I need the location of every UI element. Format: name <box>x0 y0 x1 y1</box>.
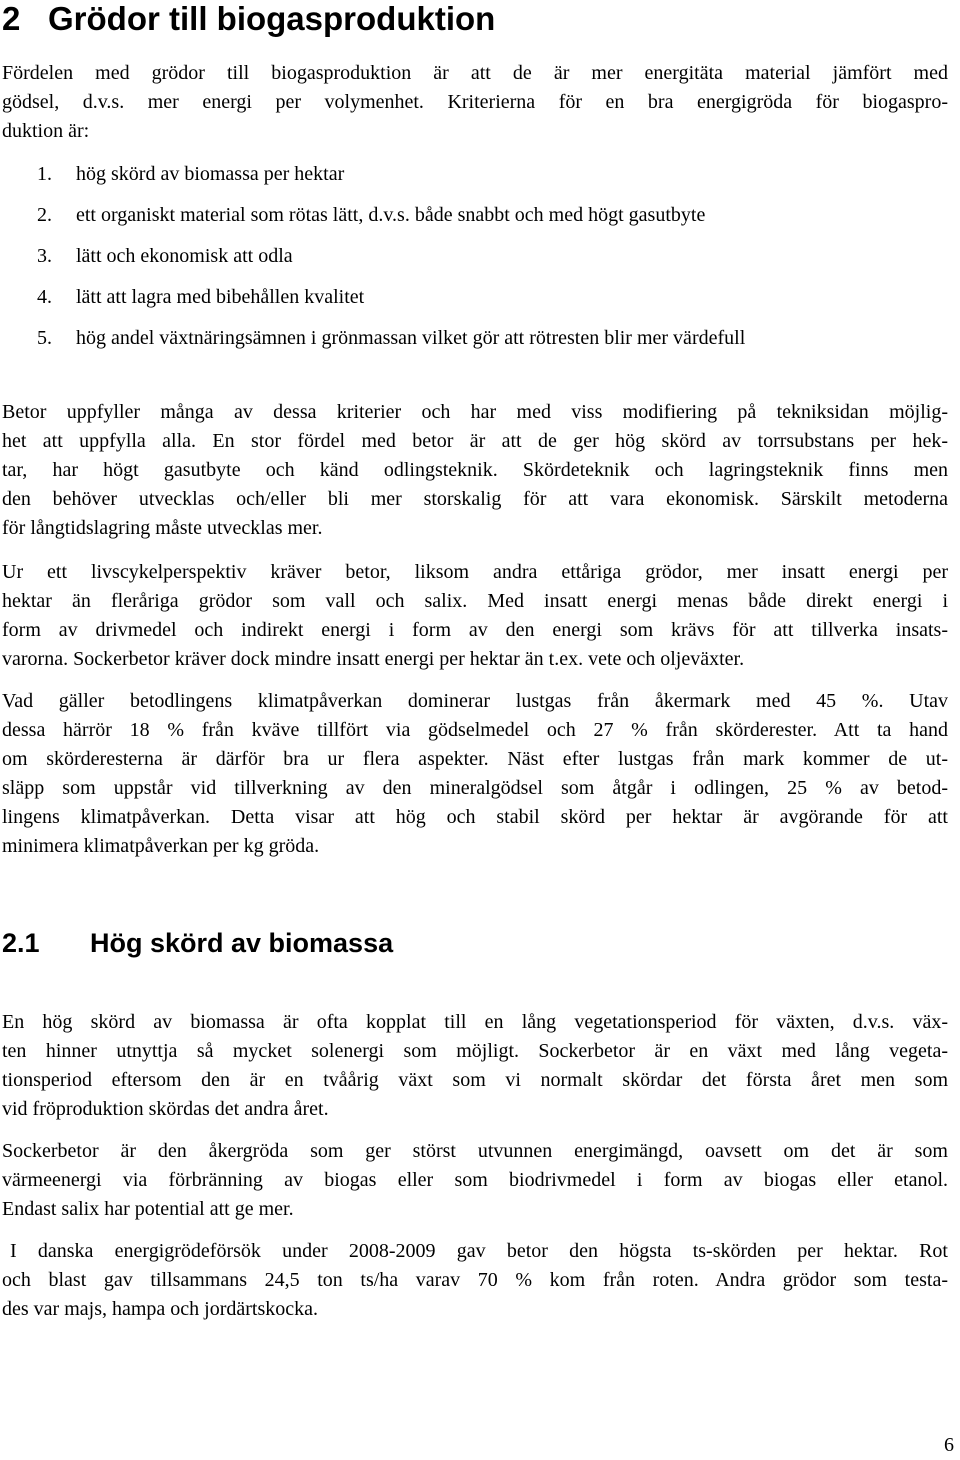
hog-skord-paragraph <box>2 1008 948 1124</box>
section-number: 2.1 <box>2 928 40 958</box>
text-line: lingens klimatpåverkan. Detta visar att hög och stabil skörd per hektar är avgörande för att <box>2 806 948 828</box>
livscykel-paragraph <box>2 558 948 674</box>
text-line: form av drivmedel och indirekt energi i form av den energi som krävs för att tillverka insats- <box>2 619 948 641</box>
sockerbetor-paragraph <box>2 1137 948 1224</box>
text-line: ten hinner utnyttja så mycket solenergi som möjligt. Sockerbetor är en växt med lång vegeta- <box>2 1040 948 1062</box>
text-line: Fördelen med grödor till biogasproduktion är att de är mer energitäta material jämfört med <box>2 62 948 84</box>
list-item-text: ett organiskt material som rötas lätt, d.v.s. både snabbt och med högt gasutbyte <box>76 204 706 226</box>
text-line: Sockerbetor är den åkergröda som ger störst utvunnen energimängd, oavsett om det är som <box>2 1140 948 1162</box>
text-line: des var majs, hampa och jordärtskocka. <box>2 1298 319 1320</box>
text-line: duktion är: <box>2 120 90 142</box>
text-line: och blast gav tillsammans 24,5 ton ts/ha varav 70 % kom från roten. Andra grödor som testa- <box>2 1269 948 1291</box>
criteria-list <box>37 160 745 365</box>
text-line: tionsperiod eftersom den är en tvåårig växt som vi normalt skördar det första året men som <box>2 1069 948 1091</box>
text-line: minimera klimatpåverkan per kg gröda. <box>2 835 320 857</box>
list-item-text: lätt och ekonomisk att odla <box>76 245 293 267</box>
betor-paragraph <box>2 398 948 543</box>
text-line: hektar än fleråriga grödor som vall och salix. Med insatt energi menas både direkt energi i <box>2 590 948 612</box>
klimat-paragraph <box>2 687 948 861</box>
danska-paragraph <box>2 1237 948 1324</box>
chapter-title: Grödor till biogasproduktion <box>48 0 496 37</box>
text-line: vid fröproduktion skördas det andra året. <box>2 1098 329 1120</box>
list-item <box>37 201 745 242</box>
text-line: tar, har högt gasutbyte och känd odlingsteknik. Skördeteknik och lagringsteknik finns men <box>2 459 948 481</box>
text-line: I danska energigrödeförsök under 2008-2009 gav betor den högsta ts-skörden per hektar. Rot <box>10 1240 948 1262</box>
text-line: släpp som uppstår vid tillverkning av den mineralgödsel som åtgår i odlingen, 25 % av betod- <box>2 777 948 799</box>
list-item-number: 4. <box>37 286 52 308</box>
text-line: om skörderesterna är därför bra ur flera aspekter. Näst efter lustgas från mark kommer de ut- <box>2 748 948 770</box>
list-item-text: hög andel växtnäringsämnen i grönmassan vilket gör att rötresten blir mer värdefull <box>76 327 746 349</box>
text-line: för långtidslagring måste utvecklas mer. <box>2 517 323 539</box>
page-number: 6 <box>944 1434 954 1456</box>
list-item-number: 5. <box>37 327 52 349</box>
text-line: En hög skörd av biomassa är ofta kopplat till en lång vegetationsperiod för växten, d.v.s. väx- <box>2 1011 948 1033</box>
list-item <box>37 324 745 365</box>
list-item <box>37 283 745 324</box>
list-item-number: 2. <box>37 204 52 226</box>
text-line: Vad gäller betodlingens klimatpåverkan dominerar lustgas från åkermark med 45 %. Utav <box>2 690 948 712</box>
section-title: Hög skörd av biomassa <box>90 928 394 958</box>
list-item-number: 3. <box>37 245 52 267</box>
chapter-heading <box>2 0 495 38</box>
text-line: den behöver utvecklas och/eller bli mer storskalig för att vara ekonomisk. Särskilt metoderna <box>2 488 948 510</box>
section-heading <box>2 927 393 959</box>
list-item-number: 1. <box>37 163 52 185</box>
text-line: dessa härrör 18 % från kväve tillfört via gödselmedel och 27 % från skörderester. Att ta hand <box>2 719 948 741</box>
text-line: het att uppfylla alla. En stor fördel med betor är att de ger hög skörd av torrsubstans per hek- <box>2 430 948 452</box>
list-item <box>37 242 745 283</box>
text-line: gödsel, d.v.s. mer energi per volymenhet. Kriterierna för en bra energigröda för biogaspro- <box>2 91 948 113</box>
list-item <box>37 160 745 201</box>
list-item-text: hög skörd av biomassa per hektar <box>76 163 345 185</box>
intro-paragraph <box>2 59 948 146</box>
text-line: värmeenergi via förbränning av biogas eller som biodrivmedel i form av biogas eller etanol. <box>2 1169 948 1191</box>
chapter-number: 2 <box>2 0 21 37</box>
list-item-text: lätt att lagra med bibehållen kvalitet <box>76 286 365 308</box>
text-line: Endast salix har potential att ge mer. <box>2 1198 294 1220</box>
text-line: Ur ett livscykelperspektiv kräver betor, liksom andra ettåriga grödor, mer insatt energi per <box>2 561 948 583</box>
text-line: Betor uppfyller många av dessa kriterier och har med viss modifiering på tekniksidan möjlig- <box>2 401 948 423</box>
text-line: varorna. Sockerbetor kräver dock mindre insatt energi per hektar än t.ex. vete och oljeväxter. <box>2 648 745 670</box>
